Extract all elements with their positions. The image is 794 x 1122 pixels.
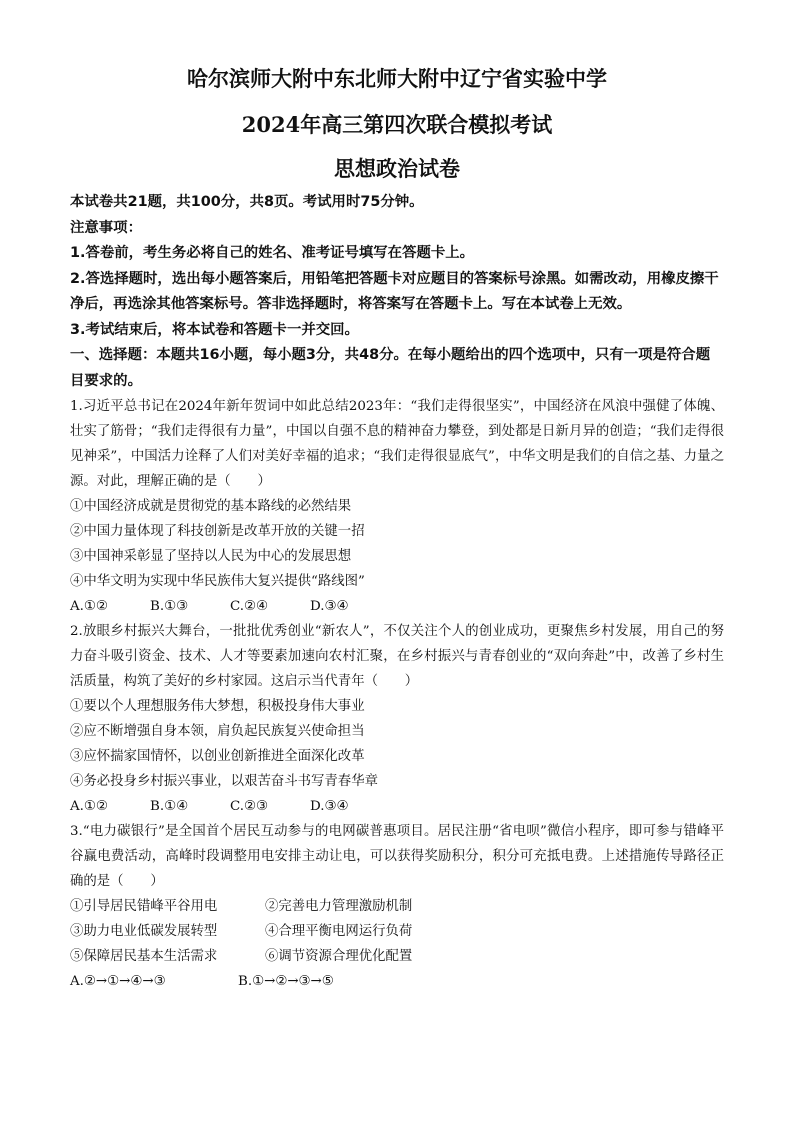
question-option: ④务必投身乡村振兴事业，以艰苦奋斗书写青春华章 bbox=[70, 774, 378, 789]
notice-item: 2.答选择题时，选出每小题答案后，用铅笔把答题卡对应题目的答案标号涂黑。如需改动，用橡皮擦干净后，再选涂其他答案标号。答非选择题时，将答案写在答题卡上。写在本试卷上无效。 bbox=[70, 270, 719, 312]
answer-choices bbox=[70, 969, 724, 994]
question-stem: 1.习近平总书记在2024年新年贺词中如此总结2023年：“我们走得很坚实”，中国经济在风浪中强健了体魄、壮实了筋骨；“我们走得很有力量”，中国以自强不息的精神奋力攀登，到处都是日新月异的创造；“我们走得很见神采”，中国活力诠释了人们对美好幸福的追求；“我们走得很显底气”，中华文明是我们的自信之基、力量之源。对此，理解正确的是（ ） bbox=[70, 399, 724, 489]
notice-heading: 注意事项： bbox=[70, 219, 142, 236]
option-row bbox=[70, 919, 724, 944]
question-option: ⑤保障居民基本生活需求 bbox=[70, 949, 218, 964]
question-option: ④中华文明为实现中华民族伟大复兴提供“路线图” bbox=[70, 574, 365, 589]
answer-choice: C.②③ bbox=[230, 799, 269, 814]
answer-choice: B.①③ bbox=[150, 599, 189, 614]
answer-choice: C.②④ bbox=[230, 599, 269, 614]
answer-choice: A.①② bbox=[70, 599, 108, 614]
option-row bbox=[70, 894, 724, 919]
school-title: 哈尔滨师大附中东北师大附中辽宁省实验中学 bbox=[187, 66, 607, 91]
question-option: ②完善电力管理激励机制 bbox=[265, 899, 413, 914]
notice-item: 3.考试结束后，将本试卷和答题卡一并交回。 bbox=[70, 321, 359, 338]
answer-choice: B.①→②→③→⑤ bbox=[238, 974, 334, 989]
question-option: ④合理平衡电网运行负荷 bbox=[265, 924, 413, 939]
option-row bbox=[70, 944, 724, 969]
question-option: ①中国经济成就是贯彻党的基本路线的必然结果 bbox=[70, 499, 352, 514]
question-option: ③助力电业低碳发展转型 bbox=[70, 924, 218, 939]
exam-summary: 本试卷共21题，共100分，共8页。考试用时75分钟。 bbox=[70, 194, 424, 210]
notice-item: 1.答卷前，考生务必将自己的姓名、准考证号填写在答题卡上。 bbox=[70, 245, 475, 261]
question-stem: 2.放眼乡村振兴大舞台，一批批优秀创业“新农人”，不仅关注个人的创业成功，更聚焦乡村发展，用自己的努力奋斗吸引资金、技术、人才等要素加速向农村汇聚，在乡村振兴与青春创业的“双向奔赴”中，改善了乡村生活质量，构筑了美好的乡村家园。这启示当代青年（ ） bbox=[70, 624, 724, 689]
answer-choice: D.③④ bbox=[310, 599, 349, 614]
answer-choice: D.③④ bbox=[310, 799, 349, 814]
answer-choice: A.②→①→④→③ bbox=[70, 974, 166, 989]
question-option: ③中国神采彰显了坚持以人民为中心的发展思想 bbox=[70, 549, 352, 564]
answer-choice: A.①② bbox=[70, 799, 108, 814]
question-option: ③应怀揣家国情怀，以创业创新推进全面深化改革 bbox=[70, 749, 365, 764]
subject-title: 思想政治试卷 bbox=[334, 156, 460, 181]
answer-choices bbox=[70, 794, 724, 819]
question-option: ②中国力量体现了科技创新是改革开放的关键一招 bbox=[70, 524, 365, 539]
section-heading: 一、选择题：本题共16小题，每小题3分，共48分。在每小题给出的四个选项中，只有一项是符合题目要求的。 bbox=[70, 347, 711, 389]
answer-choice: B.①④ bbox=[150, 799, 189, 814]
question-option: ①引导居民错峰平谷用电 bbox=[70, 899, 218, 914]
question-option: ②应不断增强自身本领，肩负起民族复兴使命担当 bbox=[70, 724, 365, 739]
question-stem: 3.“电力碳银行”是全国首个居民互动参与的电网碳普惠项目。居民注册“省电呗”微信小程序，即可参与错峰平谷赢电费活动，高峰时段调整用电安排主动让电，可以获得奖励积分，积分可充抵电费。上述措施传导路径正确的是（ ） bbox=[70, 824, 724, 889]
question-option: ⑥调节资源合理优化配置 bbox=[265, 949, 413, 964]
question-option: ①要以个人理想服务伟大梦想，积极投身伟大事业 bbox=[70, 699, 365, 714]
answer-choices bbox=[70, 594, 724, 619]
exam-title: 2024年高三第四次联合模拟考试 bbox=[241, 112, 553, 137]
